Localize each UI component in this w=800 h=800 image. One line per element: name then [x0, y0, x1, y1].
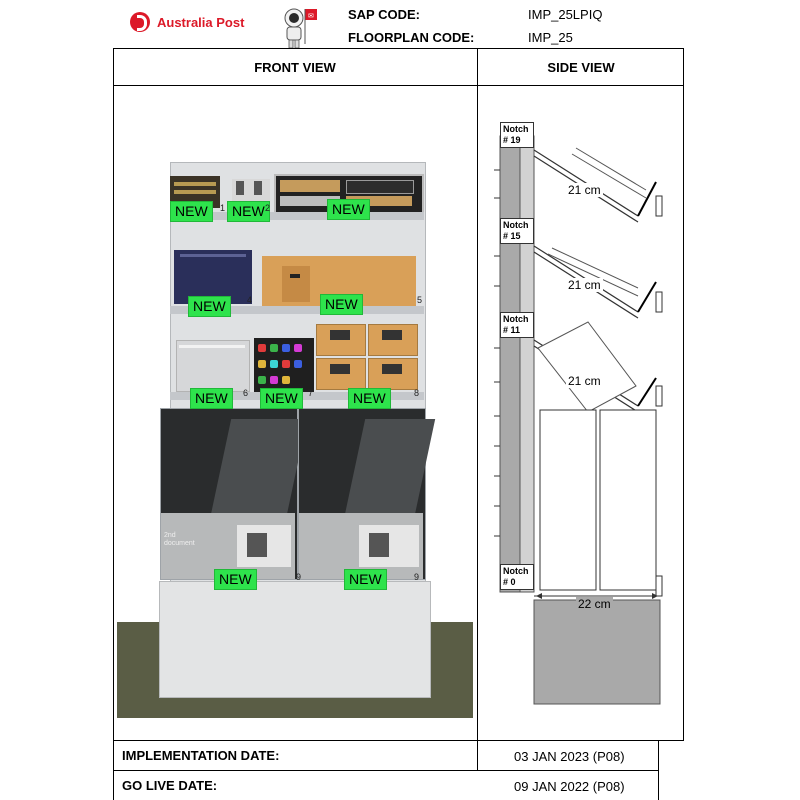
- notch-label-11: Notch # 11: [500, 312, 534, 338]
- new-badge-7: NEW: [260, 388, 303, 409]
- front-view-panel: [114, 86, 477, 740]
- base-depth: 22 cm: [578, 597, 611, 611]
- shelf-2-depth: 21 cm: [568, 278, 601, 292]
- sap-code-value: IMP_25LPIQ: [528, 7, 603, 22]
- new-badge-5: NEW: [320, 294, 363, 315]
- product-6: [176, 340, 250, 392]
- position-number-9b: 9: [414, 572, 420, 582]
- new-badge-4: NEW: [188, 296, 231, 317]
- new-badge-9a: NEW: [214, 569, 257, 590]
- new-badge-2: NEW: [227, 201, 270, 222]
- new-badge-1: NEW: [170, 201, 213, 222]
- position-number-5: 5: [417, 295, 423, 305]
- australia-post-logo: [130, 12, 244, 32]
- implementation-date-value: 03 JAN 2023 (P08): [514, 749, 625, 764]
- implementation-date-label: IMPLEMENTATION DATE:: [122, 748, 280, 763]
- side-view-panel: [478, 86, 683, 740]
- notch-label-0: Notch # 0: [500, 564, 534, 590]
- position-number-3: 3: [417, 203, 423, 213]
- astronaut-icon: [272, 4, 324, 50]
- notch-label-15: Notch # 15: [500, 218, 534, 244]
- position-number-8: 8: [414, 388, 420, 398]
- notch-label-19: Notch # 19: [500, 122, 534, 148]
- svg-text:✉: ✉: [308, 13, 314, 20]
- side-shelf-3: [534, 322, 662, 412]
- position-number-9a: 9: [296, 572, 302, 582]
- new-badge-6: NEW: [190, 388, 233, 409]
- side-view-title: SIDE VIEW: [547, 60, 615, 75]
- front-view-title: FRONT VIEW: [254, 60, 336, 75]
- australia-post-logo-icon: [130, 12, 150, 32]
- golive-date-label: GO LIVE DATE:: [122, 778, 218, 793]
- position-number-1: 1: [220, 203, 226, 213]
- position-number-2: 2: [265, 203, 271, 213]
- position-number-6: 6: [243, 388, 249, 398]
- product-7: [254, 338, 314, 392]
- display-plinth: [159, 581, 431, 698]
- shelf-3-depth: 21 cm: [568, 374, 601, 388]
- product-9-bin-left: [160, 408, 298, 580]
- position-number-7: 7: [308, 388, 314, 398]
- brand-name: Australia Post: [157, 14, 245, 30]
- sap-code-label: SAP CODE:: [348, 7, 420, 22]
- new-badge-9b: NEW: [344, 569, 387, 590]
- product-9-bin-right: [298, 408, 426, 580]
- floorplan-code-value: IMP_25: [528, 30, 573, 45]
- golive-date-value: 09 JAN 2022 (P08): [514, 779, 625, 794]
- floorplan-code-label: FLOORPLAN CODE:: [348, 30, 475, 45]
- new-badge-3: NEW: [327, 199, 370, 220]
- new-badge-8: NEW: [348, 388, 391, 409]
- product-8: [316, 324, 420, 392]
- bin-label-text: 2nd document: [164, 532, 195, 547]
- shelf-1-depth: 21 cm: [568, 183, 601, 197]
- position-number-4: 4: [247, 295, 253, 305]
